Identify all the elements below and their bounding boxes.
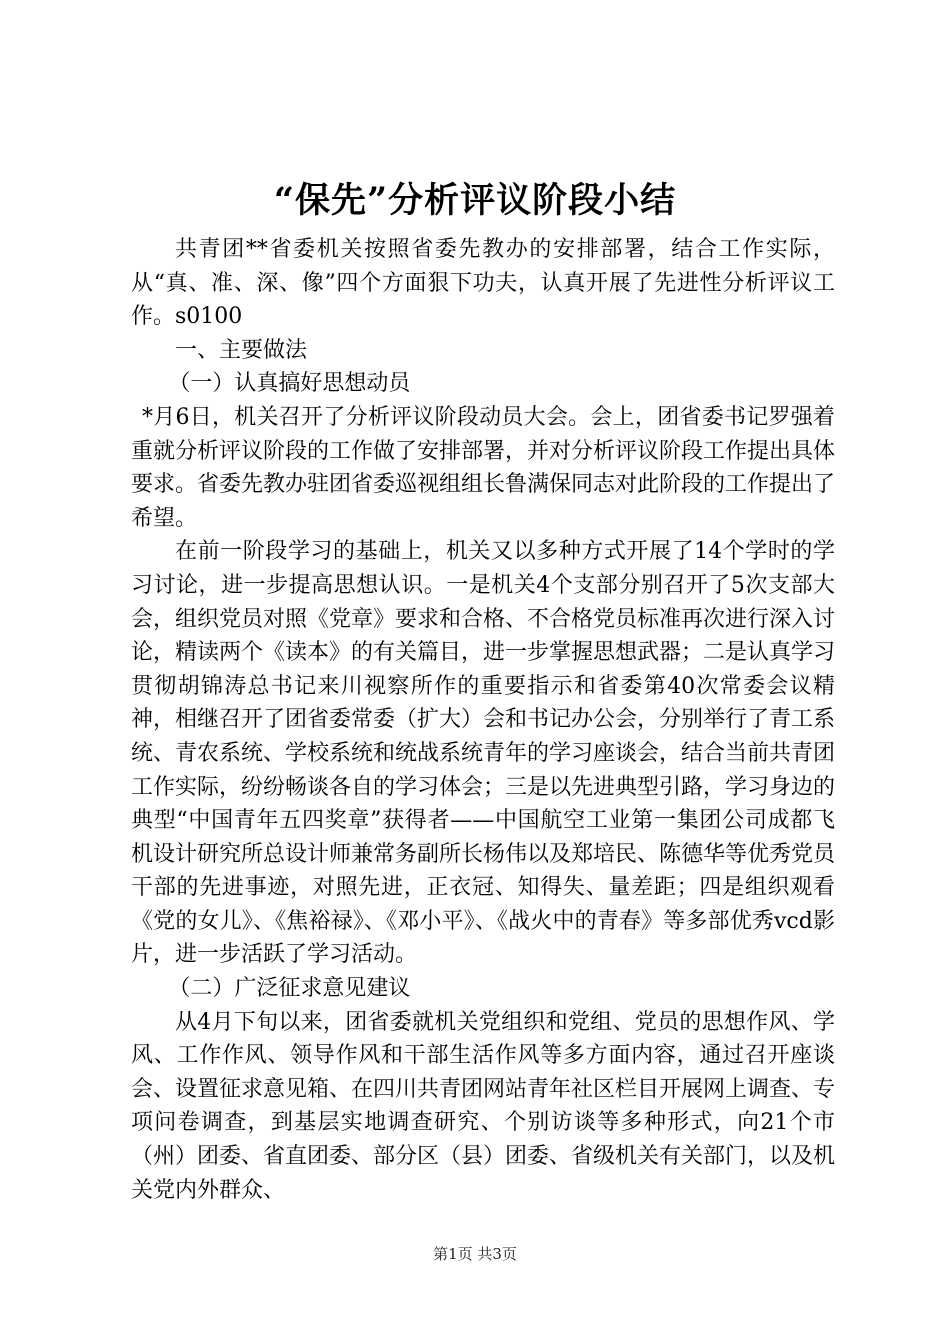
page-footer: 第1页 共3页 — [433, 1245, 517, 1263]
paragraph-mobilization: *月6日，机关召开了分析评议阶段动员大会。会上，团省委书记罗强着重就分析评议阶段的工作做了安排部署，并对分析评议阶段工作提出具体要求。省委先教办驻团省委巡视组组长鲁满保同志对此阶段的工作提出了希望。 — [131, 404, 836, 531]
document-title: “保先”分析评议阶段小结 — [273, 180, 677, 221]
document-body — [131, 233, 835, 1207]
subsection-heading-2: （二）广泛征求意见建议 — [168, 976, 411, 1002]
subsection-heading-1: （一）认真搞好思想动员 — [168, 371, 411, 397]
section-heading-main-methods: 一、主要做法 — [175, 337, 308, 363]
paragraph-intro: 共青团**省委机关按照省委先教办的安排部署，结合工作实际，从“真、准、深、像”四个方面狠下功夫，认真开展了先进性分析评议工作。s0100 — [131, 237, 835, 330]
paragraph-opinions: 从4月下旬以来，团省委就机关党组织和党组、党员的思想作风、学风、工作作风、领导作风和干部生活作风等多方面内容，通过召开座谈会、设置征求意见箱、在四川共青团网站青年社区栏目开展网上调查、专项问卷调查，到基层实地调查研究、个别访谈等多种形式，向21个市（州）团委、省直团委、部分区（县）团委、省级机关有关部门，以及机关党内外群众、 — [131, 1009, 836, 1203]
paragraph-study: 在前一阶段学习的基础上，机关又以多种方式开展了14个学时的学习讨论，进一步提高思想认识。一是机关4个支部分别召开了5次支部大会，组织党员对照《党章》要求和合格、不合格党员标准再次进行深入讨论，精读两个《读本》的有关篇目，进一步掌握思想武器；二是认真学习贯彻胡锦涛总书记来川视察所作的重要指示和省委第40次常委会议精神，相继召开了团省委常委（扩大）会和书记办公会，分别举行了青工系统、青农系统、学校系统和统战系统青年的学习座谈会，结合当前共青团工作实际，纷纷畅谈各自的学习体会；三是以先进典型引路，学习身边的典型“中国青年五四奖章”获得者——中国航空工业第一集团公司成都飞机设计研究所总设计师兼常务副所长杨伟以及郑培民、陈德华等优秀党员干部的先进事迹，对照先进，正衣冠、知得失、量差距；四是组织观看《党的女儿》、《焦裕禄》、《邓小平》、《战火中的青春》等多部优秀vcd影片，进一步活跃了学习活动。 — [131, 539, 836, 968]
